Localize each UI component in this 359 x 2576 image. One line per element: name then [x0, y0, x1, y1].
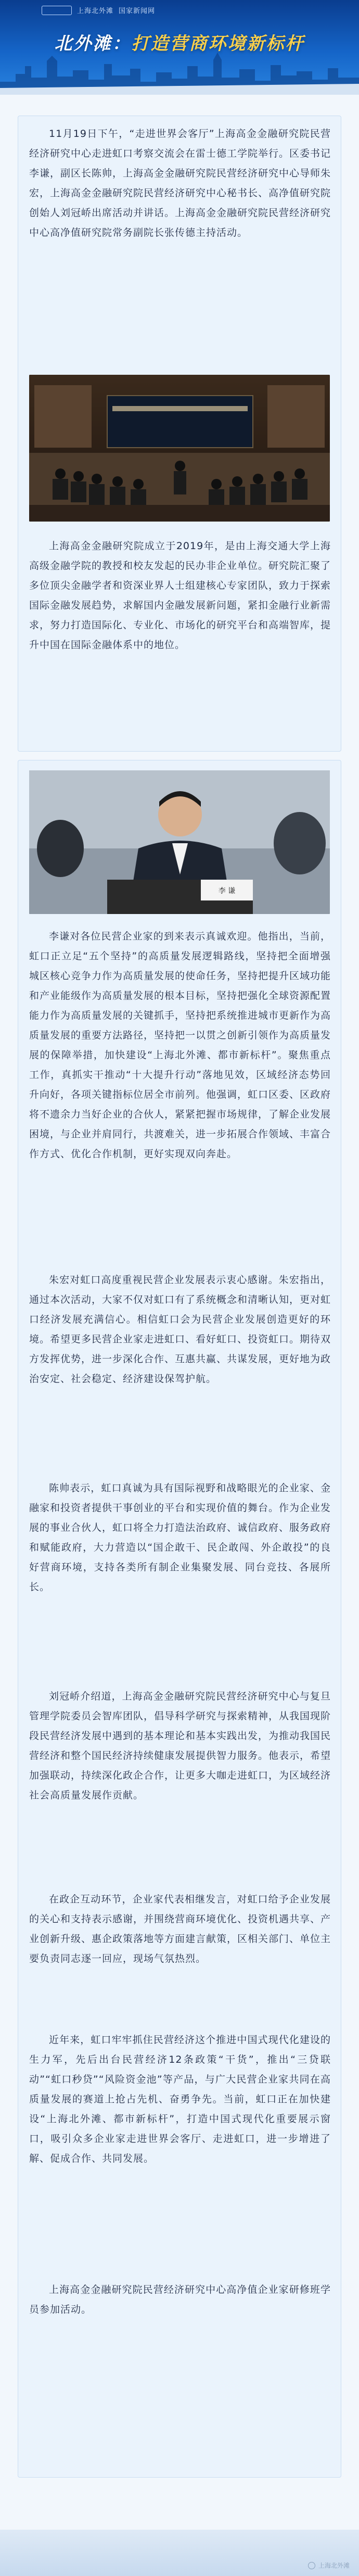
- paragraph-4: 朱宏对虹口高度重视民营企业发展表示衷心感谢。朱宏指出，通过本次活动，大家不仅对虹口有了系统概念和清晰认知，更对虹口经济发展充满信心。相信虹口会为民营企业发展创造更好的环境。希望更多民营企业家走进虹口、看好虹口、投资虹口。期待双方发挥优势，进一步深化合作、互惠共赢、共谋发展，更好地为政治安定、社会稳定、经济建设保驾护航。: [29, 1274, 331, 1385]
- article-title: [0, 29, 359, 55]
- paragraph-8: 近年来，虹口牢牢抓住民营经济这个推进中国式现代化建设的生力军，先后出台民营经济12条政策“干货”，推出“三贷联动”“虹口秒贷”“风险资金池”等产品，与广大民营企业家共同在高质量发展的赛道上抢占先机、奋勇争先。当前，虹口正在加快建设“上海北外滩、都市新标杆”，打造中国式现代化重要展示窗口，吸引众多企业家走进世界会客厅、走进虹口，进一步增进了解、促成合作、共同发展。: [29, 2034, 331, 2164]
- speaker-photo: [29, 770, 330, 914]
- conference-photo: [29, 375, 330, 522]
- speaker-image: [29, 770, 330, 914]
- brand-logo-icon: [42, 6, 72, 15]
- watermark-icon: [308, 2562, 315, 2569]
- footer-band: [0, 2530, 359, 2576]
- source-watermark: [308, 2561, 350, 2570]
- watermark-text: 上海北外滩: [318, 2562, 350, 2569]
- speaker-nameplate: 李 谦: [218, 887, 236, 895]
- paragraph-2: 上海高金金融研究院成立于2019年，是由上海交通大学上海高级金融学院的教授和校友发起的民办非企业单位。研究院汇聚了多位顶尖金融学者和资深业界人士组建核心专家团队，致力于探索国际金融发展趋势，求解国内金融发展新问题，紧扣金融行业新需求，努力打造国际化、专业化、市场化的研究平台和高端智库，提升中国在国际金融体系中的地位。: [29, 540, 331, 651]
- brand-bar: [42, 5, 155, 15]
- title-part-b: 打造营商环境新标杆: [131, 33, 305, 54]
- brand-left-text: 上海北外滩: [77, 7, 114, 15]
- conference-hall-image: [29, 375, 330, 522]
- brand-right-text: 国家新闻网: [119, 7, 156, 15]
- title-part-a: 北外滩: [54, 33, 112, 54]
- paragraph-9: 上海高金金融研究院民营经济研究中心高净值企业家研修班学员参加活动。: [29, 2284, 331, 2315]
- title-separator: ：: [112, 33, 132, 54]
- paragraph-3: 李谦对各位民营企业家的到来表示真诚欢迎。他指出，当前，虹口正立足“五个坚持”的高质量发展逻辑路线，坚持把全面增强城区核心竞争力作为高质量发展的使命任务，坚持把提升区域功能和产业能级作为高质量发展的根本目标，坚持把强化全球资源配置能力作为高质量发展的关键抓手，坚持把系统推进城市更新作为高质量发展的重要方法路径，坚持把一以贯之创新引领作为高质量发展的保障举措，加快建设“上海北外滩、都市新标杆”。聚焦重点工作，真抓实干推动“十大提升行动”落地见效，区域经济态势回升向好，各项关键指标位居全市前列。他强调，虹口区委、区政府将不遗余力当好企业的合伙人，紧紧把握市场规律，了解企业发展困境，与企业并肩同行，共渡难关，进一步拓展合作领域、丰富合作方式、优化合作机制，更好实现双向奔赴。: [29, 931, 331, 1160]
- paragraph-7: 在政企互动环节，企业家代表相继发言，对虹口给予企业发展的关心和支持表示感谢，并围绕营商环境优化、投资机遇共享、产业创新升级、惠企政策落地等方面建言献策，区相关部门、单位主要负责同志逐一回应，现场气氛热烈。: [29, 1894, 331, 1964]
- paragraph-1: 11月19日下午，“走进世界会客厅”上海高金金融研究院民营经济研究中心走进虹口考察交流会在雷士德工学院举行。区委书记李谦，副区长陈帅，上海高金金融研究院民营经济研究中心导师朱宏，上海高金金融研究院民营经济研究中心秘书长、高净值研究院创始人刘冠峤出席活动并讲话。上海高金金融研究院民营经济研究中心高净值研究院常务副院长张传德主持活动。: [29, 128, 331, 238]
- paragraph-5: 陈帅表示，虹口真诚为具有国际视野和战略眼光的企业家、金融家和投资者提供干事创业的平台和实现价值的舞台。作为企业发展的事业合伙人，虹口将全力打造法治政府、诚信政府、服务政府和赋能政府，大力营造以“国企敢干、民企敢闯、外企敢投”的良好营商环境，支持各类所有制企业集聚发展、同台竞技、各展所长。: [29, 1482, 331, 1593]
- header-banner: [0, 0, 359, 95]
- paragraph-6: 刘冠峤介绍道，上海高金金融研究院民营经济研究中心与复旦管理学院委员会智库团队，倡导科学研究与探索精神，从我国现阶段民营经济发展中遇到的基本理论和基本实践出发，为推动我国民营经济和整个国民经济持续健康发展提供智力服务。他表示，希望加强联动，持续深化政企合作，让更多大咖走进虹口，为区域经济社会高质量发展作贡献。: [29, 1691, 331, 1801]
